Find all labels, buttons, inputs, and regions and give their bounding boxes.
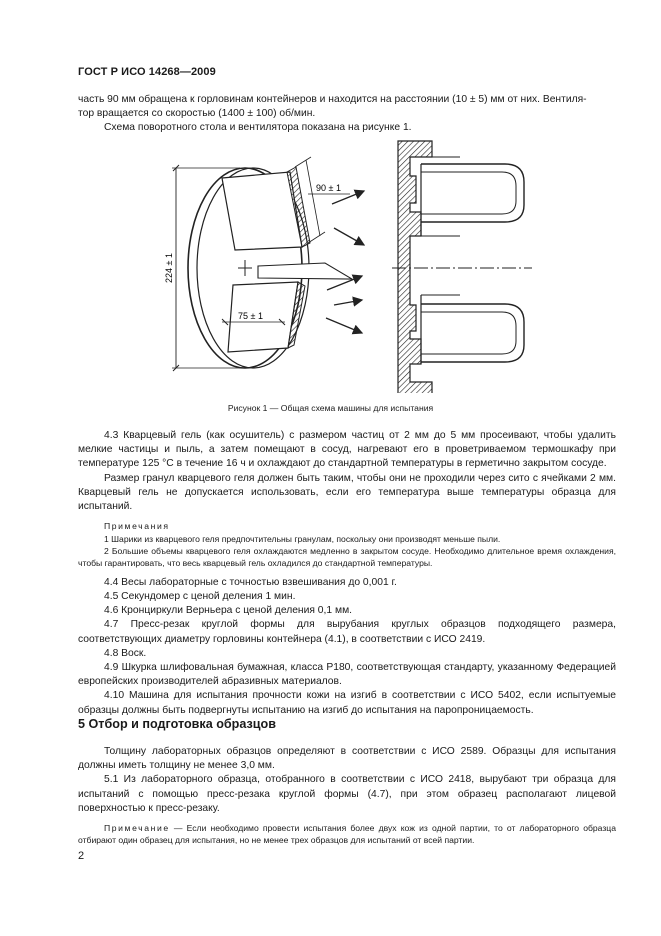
notes-title: Примечания bbox=[104, 521, 170, 532]
airflow-arrows bbox=[326, 191, 364, 333]
paragraph-4-8: 4.8 Воск. bbox=[104, 647, 147, 659]
section-5-note bbox=[78, 822, 616, 847]
paragraph-5-1: 5.1 Из лабораторного образца, отобранного в соответствии с ИСО 2418, вырубают три образца для испытаний с помощью пресс-резака круглой формы (4.7), при этом образец располагают лицевой поверхностью к пресс-резаку. bbox=[78, 774, 616, 814]
paragraph-4-3-b: Размер гранул кварцевого геля должен быть таким, чтобы они не проходили через сито с ячейками 2 мм. Кварцевый гель не допускается использовать, если его температура выше температуры образца для испытаний. bbox=[78, 472, 616, 513]
intro-line-2: тор вращается со скоростью (1400 ± 100) об/мин. bbox=[78, 108, 316, 120]
dimension-bottom-label: 75 ± 1 bbox=[238, 311, 263, 321]
document-header: ГОСТ Р ИСО 14268—2009 bbox=[78, 66, 216, 78]
section-5-text bbox=[78, 745, 616, 847]
paragraph-4-5: 4.5 Секундомер с ценой деления 1 мин. bbox=[104, 591, 296, 603]
note-1: 1 Шарики из кварцевого геля предпочтительны гранулам, поскольку они производят меньше пыли. bbox=[104, 533, 501, 544]
section-5-note-text: — Если необходимо провести испытания более двух кож из одной партии, то от лабораторного образца отбирают один образец для испытания, но не менее трех образцов для испытаний от всей партии. bbox=[78, 823, 617, 846]
paragraph-4-7: 4.7 Пресс-резак круглой формы для вырубания круглых образцов подходящего размера, соответствующих диаметру горловины контейнера (4.1), в соответствии с ИСО 2419. bbox=[78, 619, 616, 645]
paragraph-4-3: 4.3 Кварцевый гель (как осушитель) с размером частиц от 2 мм до 5 мм просеивают, чтобы удалить мелкие частицы и пыль, а затем помещают в сосуд, нагревают его в проветриваемом термошкафу при температуре 125 °С в течение 16 ч и охлаждают до стандартной температуры в герметично закрытом сосуде. bbox=[78, 430, 616, 470]
paragraph-4-4: 4.4 Весы лабораторные с точностью взвешивания до 0,001 г. bbox=[104, 576, 397, 588]
dimension-top-label: 90 ± 1 bbox=[316, 183, 341, 193]
dimension-height-label: 224 ± 1 bbox=[164, 253, 174, 283]
container-bottom bbox=[421, 295, 524, 364]
section-4-text bbox=[78, 429, 616, 718]
fan-blade-middle bbox=[258, 263, 352, 279]
fan-blade-top bbox=[222, 167, 310, 250]
container-holder bbox=[398, 141, 432, 393]
note-2: 2 Большие объемы кварцевого геля охлаждаются медленно в закрытом сосуде. Необходимо длительное время охлаждения, чтобы гарантировать, что весь кварцевый гель охладился до стандартной температуры. bbox=[78, 546, 616, 569]
intro-line-3: Схема поворотного стола и вентилятора показана на рисунке 1. bbox=[104, 122, 412, 134]
intro-text bbox=[78, 93, 616, 136]
page-number: 2 bbox=[78, 850, 85, 862]
paragraph-4-9: 4.9 Шкурка шлифовальная бумажная, класса Р180, соответствующая стандарту, указанному Федерацией европейских производителей абразивных материалов. bbox=[78, 662, 616, 688]
paragraph-5-intro: Толщину лабораторных образцов определяют в соответствии с ИСО 2589. Образцы для испытания должны иметь толщину не менее 3,0 мм. bbox=[78, 746, 616, 772]
section-5-note-title: Примечание bbox=[104, 823, 170, 834]
paragraph-4-6: 4.6 Кронциркули Верньера с ценой деления 0,1 мм. bbox=[104, 605, 353, 617]
paragraph-4-10: 4.10 Машина для испытания прочности кожи на изгиб в соответствии с ИСО 5402, если испытуемые образцы должны быть подвергнуты испытанию на изгиб до испытания на паропроницаемость. bbox=[78, 690, 616, 716]
container-top bbox=[421, 157, 524, 236]
intro-line-1: часть 90 мм обращена к горловинам контейнеров и находится на расстоянии (10 ± 5) мм от них. Вентиля- bbox=[78, 94, 587, 105]
figure-caption: Рисунок 1 — Общая схема машины для испытания bbox=[227, 403, 434, 413]
section-5-title: 5 Отбор и подготовка образцов bbox=[78, 717, 276, 731]
figure-1-diagram bbox=[150, 138, 550, 393]
